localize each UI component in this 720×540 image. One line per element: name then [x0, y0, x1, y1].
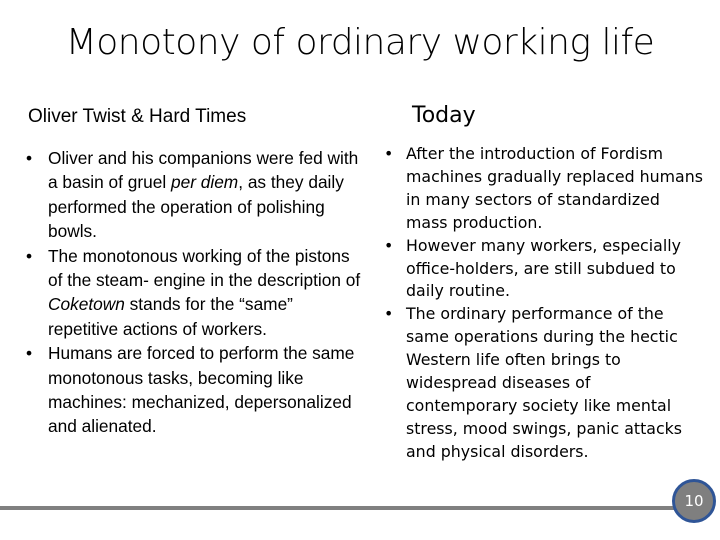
right-bullet-list — [376, 143, 706, 464]
list-item: • The ordinary performance of the same operations during the hectic Western life often brings to widespread diseases of contemporary society like mental stress, mood swings, panic attacks and physical disorders. — [376, 303, 706, 463]
list-item — [18, 244, 363, 342]
text: Oliver and his companions were fed with a basin of gruel — [48, 148, 359, 193]
slide-title: Monotony of ordinary working life — [65, 22, 655, 63]
list-item: • Humans are forced to perform the same monotonous tasks, becoming like machines: mechanized, depersonalized and alienated. — [18, 341, 363, 439]
page-number-badge: 10 — [672, 479, 716, 523]
text: , as they daily performed the operation of polishing bowls. — [48, 172, 344, 242]
left-heading: Oliver Twist & Hard Times — [28, 106, 247, 127]
italic-text: per diem — [170, 172, 239, 193]
text: stands for the “same” repetitive actions of workers. — [48, 294, 293, 339]
text: The monotonous working of the pistons of the steam- engine in the description of — [48, 245, 361, 291]
right-heading: Today — [412, 103, 476, 128]
left-bullet-list — [18, 146, 363, 439]
footer-divider — [0, 506, 676, 510]
italic-text: Coketown — [48, 294, 125, 315]
list-item — [18, 146, 363, 244]
list-item: • After the introduction of Fordism machines gradually replaced humans in many sectors of standardized mass production. — [376, 143, 706, 235]
list-item: • However many workers, especially office-holders, are still subdued to daily routine. — [376, 235, 706, 304]
